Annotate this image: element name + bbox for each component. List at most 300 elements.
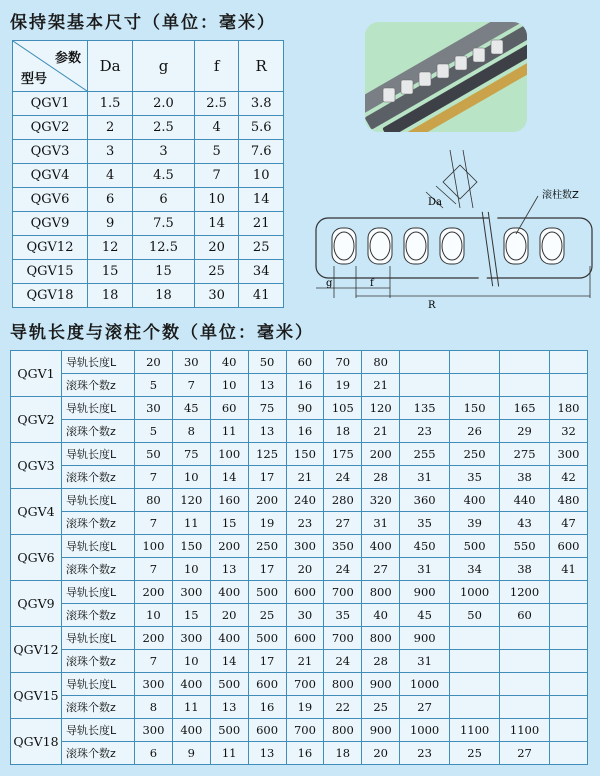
value-cell: 14 (210, 650, 248, 673)
value-cell: 30 (172, 351, 210, 374)
value-cell: 43 (500, 512, 550, 535)
value-cell: 19 (324, 374, 362, 397)
cage-drawing (298, 150, 598, 310)
value-cell (550, 650, 588, 673)
value-cell: 10 (239, 164, 284, 188)
rail-length-table (10, 350, 588, 765)
label-roller-count: 滚柱数Z (542, 190, 579, 201)
value-cell: 7 (194, 164, 239, 188)
value-cell: 500 (210, 719, 248, 742)
value-cell: 40 (210, 351, 248, 374)
value-cell: 14 (194, 212, 239, 236)
rail-length-label: 导轨长度L (62, 397, 135, 420)
value-cell: 24 (324, 650, 362, 673)
value-cell: 135 (400, 397, 450, 420)
value-cell: 500 (210, 673, 248, 696)
model-cell: QGV3 (13, 140, 88, 164)
table-row (11, 420, 588, 443)
value-cell (550, 742, 588, 765)
model-cell: QGV2 (13, 116, 88, 140)
value-cell (450, 696, 500, 719)
model-cell: QGV1 (13, 92, 88, 116)
table-row (13, 116, 284, 140)
table-row (11, 397, 588, 420)
value-cell: 14 (239, 188, 284, 212)
value-cell: 440 (500, 489, 550, 512)
value-cell: 25 (248, 604, 286, 627)
value-cell: 300 (550, 443, 588, 466)
value-cell: 6 (133, 188, 195, 212)
value-cell: 7 (135, 650, 173, 673)
value-cell: 600 (286, 627, 324, 650)
column-header: R (239, 41, 284, 92)
rail-length-label: 导轨长度L (62, 673, 135, 696)
value-cell: 50 (135, 443, 173, 466)
value-cell: 8 (172, 420, 210, 443)
table-row (13, 164, 284, 188)
table-row (13, 92, 284, 116)
value-cell: 21 (362, 374, 400, 397)
value-cell: 21 (239, 212, 284, 236)
value-cell: 400 (450, 489, 500, 512)
value-cell: 15 (88, 260, 133, 284)
value-cell: 23 (286, 512, 324, 535)
value-cell: 5 (135, 374, 173, 397)
value-cell: 7 (135, 512, 173, 535)
table-row (11, 673, 588, 696)
value-cell: 28 (362, 466, 400, 489)
value-cell: 50 (248, 351, 286, 374)
value-cell: 700 (286, 673, 324, 696)
value-cell: 1000 (450, 581, 500, 604)
value-cell: 28 (362, 650, 400, 673)
model-cell: QGV15 (11, 673, 62, 719)
value-cell: 45 (400, 604, 450, 627)
value-cell (400, 351, 450, 374)
value-cell: 18 (133, 284, 195, 308)
value-cell: 800 (362, 581, 400, 604)
value-cell: 100 (210, 443, 248, 466)
value-cell (450, 374, 500, 397)
value-cell: 11 (210, 420, 248, 443)
table-header-row (13, 41, 284, 92)
value-cell: 800 (324, 719, 362, 742)
model-cell: QGV3 (11, 443, 62, 489)
value-cell: 29 (500, 420, 550, 443)
value-cell: 20 (362, 742, 400, 765)
value-cell: 80 (135, 489, 173, 512)
value-cell: 700 (286, 719, 324, 742)
value-cell: 41 (550, 558, 588, 581)
value-cell: 35 (450, 466, 500, 489)
value-cell: 500 (248, 581, 286, 604)
value-cell: 75 (248, 397, 286, 420)
value-cell: 23 (400, 742, 450, 765)
value-cell: 30 (286, 604, 324, 627)
rail-length-title: 导轨长度与滚柱个数（单位：毫米） (10, 323, 314, 343)
value-cell: 15 (172, 604, 210, 627)
value-cell: 7.6 (239, 140, 284, 164)
value-cell: 5 (194, 140, 239, 164)
table-row (11, 627, 588, 650)
corner-param-label: 参数 (54, 51, 81, 66)
value-cell: 60 (500, 604, 550, 627)
value-cell: 7 (135, 466, 173, 489)
value-cell (550, 719, 588, 742)
value-cell: 10 (194, 188, 239, 212)
value-cell: 13 (248, 742, 286, 765)
value-cell: 1200 (500, 581, 550, 604)
value-cell (400, 374, 450, 397)
value-cell (550, 581, 588, 604)
value-cell: 300 (135, 673, 173, 696)
rail-length-label: 导轨长度L (62, 581, 135, 604)
value-cell: 1000 (400, 673, 450, 696)
value-cell: 2.5 (133, 116, 195, 140)
value-cell: 19 (248, 512, 286, 535)
value-cell: 19 (286, 696, 324, 719)
value-cell (500, 627, 550, 650)
label-r: R (428, 300, 436, 310)
value-cell: 18 (324, 742, 362, 765)
value-cell (550, 351, 588, 374)
value-cell: 21 (286, 650, 324, 673)
table-row (13, 212, 284, 236)
value-cell: 120 (362, 397, 400, 420)
value-cell: 39 (450, 512, 500, 535)
value-cell: 350 (324, 535, 362, 558)
value-cell: 320 (362, 489, 400, 512)
value-cell: 35 (324, 604, 362, 627)
value-cell (500, 696, 550, 719)
value-cell: 12.5 (133, 236, 195, 260)
model-cell: QGV15 (13, 260, 88, 284)
value-cell: 480 (550, 489, 588, 512)
value-cell: 6 (88, 188, 133, 212)
value-cell: 3.8 (239, 92, 284, 116)
value-cell: 8 (135, 696, 173, 719)
value-cell: 900 (400, 581, 450, 604)
value-cell: 22 (324, 696, 362, 719)
column-header: Da (88, 41, 133, 92)
table-row (11, 512, 588, 535)
value-cell: 20 (194, 236, 239, 260)
value-cell: 50 (450, 604, 500, 627)
value-cell: 700 (324, 581, 362, 604)
table-row (11, 719, 588, 742)
value-cell: 15 (133, 260, 195, 284)
value-cell: 47 (550, 512, 588, 535)
value-cell: 280 (324, 489, 362, 512)
value-cell: 900 (362, 673, 400, 696)
model-cell: QGV1 (11, 351, 62, 397)
value-cell: 2.0 (133, 92, 195, 116)
value-cell: 24 (324, 466, 362, 489)
model-cell: QGV6 (11, 535, 62, 581)
table-row (11, 374, 588, 397)
model-cell: QGV4 (11, 489, 62, 535)
value-cell: 275 (500, 443, 550, 466)
value-cell: 150 (172, 535, 210, 558)
value-cell: 30 (194, 284, 239, 308)
value-cell: 6 (135, 742, 173, 765)
table-row (13, 260, 284, 284)
value-cell: 11 (210, 742, 248, 765)
value-cell: 21 (362, 420, 400, 443)
value-cell: 600 (550, 535, 588, 558)
value-cell: 31 (362, 512, 400, 535)
table-row (13, 188, 284, 212)
ball-count-label: 滚珠个数z (62, 696, 135, 719)
value-cell: 17 (248, 650, 286, 673)
value-cell: 150 (286, 443, 324, 466)
model-cell: QGV18 (13, 284, 88, 308)
value-cell: 18 (324, 420, 362, 443)
value-cell: 31 (400, 466, 450, 489)
table-row (11, 466, 588, 489)
value-cell (550, 374, 588, 397)
ball-count-label: 滚珠个数z (62, 604, 135, 627)
model-cell: QGV9 (11, 581, 62, 627)
value-cell: 7 (135, 558, 173, 581)
value-cell: 100 (135, 535, 173, 558)
value-cell: 26 (450, 420, 500, 443)
table-row (11, 443, 588, 466)
model-cell: QGV2 (11, 397, 62, 443)
ball-count-label: 滚珠个数z (62, 558, 135, 581)
value-cell: 300 (172, 627, 210, 650)
value-cell: 500 (248, 627, 286, 650)
model-cell: QGV9 (13, 212, 88, 236)
value-cell: 200 (135, 627, 173, 650)
value-cell: 41 (239, 284, 284, 308)
product-photo (365, 22, 527, 132)
table-row (11, 535, 588, 558)
value-cell: 32 (550, 420, 588, 443)
model-cell: QGV18 (11, 719, 62, 765)
value-cell: 30 (135, 397, 173, 420)
value-cell: 13 (210, 696, 248, 719)
value-cell: 400 (362, 535, 400, 558)
value-cell: 400 (210, 627, 248, 650)
value-cell: 9 (172, 742, 210, 765)
value-cell: 300 (286, 535, 324, 558)
value-cell: 105 (324, 397, 362, 420)
value-cell: 200 (210, 535, 248, 558)
value-cell: 175 (324, 443, 362, 466)
value-cell: 3 (133, 140, 195, 164)
value-cell: 4.5 (133, 164, 195, 188)
value-cell: 27 (400, 696, 450, 719)
ball-count-label: 滚珠个数z (62, 512, 135, 535)
value-cell: 255 (400, 443, 450, 466)
value-cell: 600 (286, 581, 324, 604)
value-cell: 13 (248, 374, 286, 397)
value-cell: 300 (172, 581, 210, 604)
value-cell: 800 (324, 673, 362, 696)
value-cell: 25 (194, 260, 239, 284)
value-cell: 11 (172, 696, 210, 719)
value-cell (450, 351, 500, 374)
value-cell: 4 (194, 116, 239, 140)
value-cell: 21 (286, 466, 324, 489)
table-row (11, 604, 588, 627)
value-cell: 2 (88, 116, 133, 140)
value-cell: 800 (362, 627, 400, 650)
header-corner-cell (13, 41, 88, 92)
rail-length-label: 导轨长度L (62, 443, 135, 466)
value-cell (500, 650, 550, 673)
table-row (11, 489, 588, 512)
value-cell: 60 (286, 351, 324, 374)
column-header: f (194, 41, 239, 92)
value-cell (550, 673, 588, 696)
value-cell: 16 (248, 696, 286, 719)
value-cell: 34 (239, 260, 284, 284)
value-cell: 250 (450, 443, 500, 466)
value-cell: 17 (248, 558, 286, 581)
rail-length-label: 导轨长度L (62, 535, 135, 558)
value-cell: 500 (450, 535, 500, 558)
value-cell: 25 (239, 236, 284, 260)
value-cell: 1100 (500, 719, 550, 742)
value-cell: 27 (500, 742, 550, 765)
value-cell: 10 (135, 604, 173, 627)
value-cell: 450 (400, 535, 450, 558)
table-row (13, 284, 284, 308)
value-cell: 2.5 (194, 92, 239, 116)
value-cell: 34 (450, 558, 500, 581)
table-row (11, 742, 588, 765)
cage-dimensions-title: 保持架基本尺寸（单位：毫米） (10, 13, 276, 33)
table-row (11, 558, 588, 581)
value-cell: 160 (210, 489, 248, 512)
value-cell: 13 (248, 420, 286, 443)
value-cell: 550 (500, 535, 550, 558)
value-cell: 1000 (400, 719, 450, 742)
value-cell: 600 (248, 673, 286, 696)
value-cell: 12 (88, 236, 133, 260)
value-cell: 200 (362, 443, 400, 466)
value-cell: 31 (400, 558, 450, 581)
value-cell: 9 (88, 212, 133, 236)
value-cell: 27 (324, 512, 362, 535)
table-row (11, 650, 588, 673)
corner-model-label: 型号 (21, 72, 48, 87)
model-cell: QGV12 (11, 627, 62, 673)
value-cell: 10 (172, 558, 210, 581)
ball-count-label: 滚珠个数z (62, 374, 135, 397)
value-cell (550, 627, 588, 650)
value-cell: 900 (362, 719, 400, 742)
value-cell: 10 (172, 650, 210, 673)
value-cell: 4 (88, 164, 133, 188)
value-cell: 25 (450, 742, 500, 765)
value-cell (550, 604, 588, 627)
value-cell: 20 (210, 604, 248, 627)
value-cell (450, 673, 500, 696)
value-cell: 31 (400, 650, 450, 673)
ball-count-label: 滚珠个数z (62, 650, 135, 673)
table-row (13, 236, 284, 260)
value-cell: 400 (210, 581, 248, 604)
ball-count-label: 滚珠个数z (62, 466, 135, 489)
value-cell: 60 (210, 397, 248, 420)
value-cell: 150 (450, 397, 500, 420)
value-cell: 17 (248, 466, 286, 489)
value-cell: 7 (172, 374, 210, 397)
value-cell: 16 (286, 420, 324, 443)
value-cell (450, 627, 500, 650)
model-cell: QGV4 (13, 164, 88, 188)
rail-length-label: 导轨长度L (62, 627, 135, 650)
value-cell: 15 (210, 512, 248, 535)
value-cell: 200 (248, 489, 286, 512)
label-da: Da (428, 197, 442, 208)
value-cell: 16 (286, 742, 324, 765)
value-cell: 240 (286, 489, 324, 512)
value-cell: 10 (172, 466, 210, 489)
value-cell: 250 (248, 535, 286, 558)
value-cell: 120 (172, 489, 210, 512)
column-header: g (133, 41, 195, 92)
value-cell: 16 (286, 374, 324, 397)
value-cell: 1100 (450, 719, 500, 742)
value-cell: 13 (210, 558, 248, 581)
value-cell: 165 (500, 397, 550, 420)
value-cell: 90 (286, 397, 324, 420)
value-cell: 125 (248, 443, 286, 466)
value-cell: 20 (286, 558, 324, 581)
rail-length-label: 导轨长度L (62, 489, 135, 512)
table-row (11, 351, 588, 374)
rail-length-label: 导轨长度L (62, 719, 135, 742)
label-g: g (326, 278, 333, 289)
value-cell: 360 (400, 489, 450, 512)
value-cell: 80 (362, 351, 400, 374)
value-cell: 42 (550, 466, 588, 489)
value-cell: 75 (172, 443, 210, 466)
value-cell: 600 (248, 719, 286, 742)
label-f: f (370, 278, 374, 289)
value-cell: 14 (210, 466, 248, 489)
value-cell: 5 (135, 420, 173, 443)
cage-dimensions-table (12, 40, 284, 308)
value-cell: 900 (400, 627, 450, 650)
value-cell (500, 351, 550, 374)
value-cell: 18 (88, 284, 133, 308)
value-cell: 10 (210, 374, 248, 397)
value-cell: 38 (500, 558, 550, 581)
value-cell: 25 (362, 696, 400, 719)
value-cell: 70 (324, 351, 362, 374)
value-cell: 24 (324, 558, 362, 581)
table-row (11, 581, 588, 604)
value-cell: 1.5 (88, 92, 133, 116)
value-cell: 3 (88, 140, 133, 164)
value-cell: 11 (172, 512, 210, 535)
value-cell: 23 (400, 420, 450, 443)
table-row (11, 696, 588, 719)
value-cell: 27 (362, 558, 400, 581)
value-cell (500, 374, 550, 397)
value-cell (550, 696, 588, 719)
value-cell: 45 (172, 397, 210, 420)
table-row (13, 140, 284, 164)
model-cell: QGV12 (13, 236, 88, 260)
value-cell: 400 (172, 719, 210, 742)
ball-count-label: 滚珠个数z (62, 420, 135, 443)
